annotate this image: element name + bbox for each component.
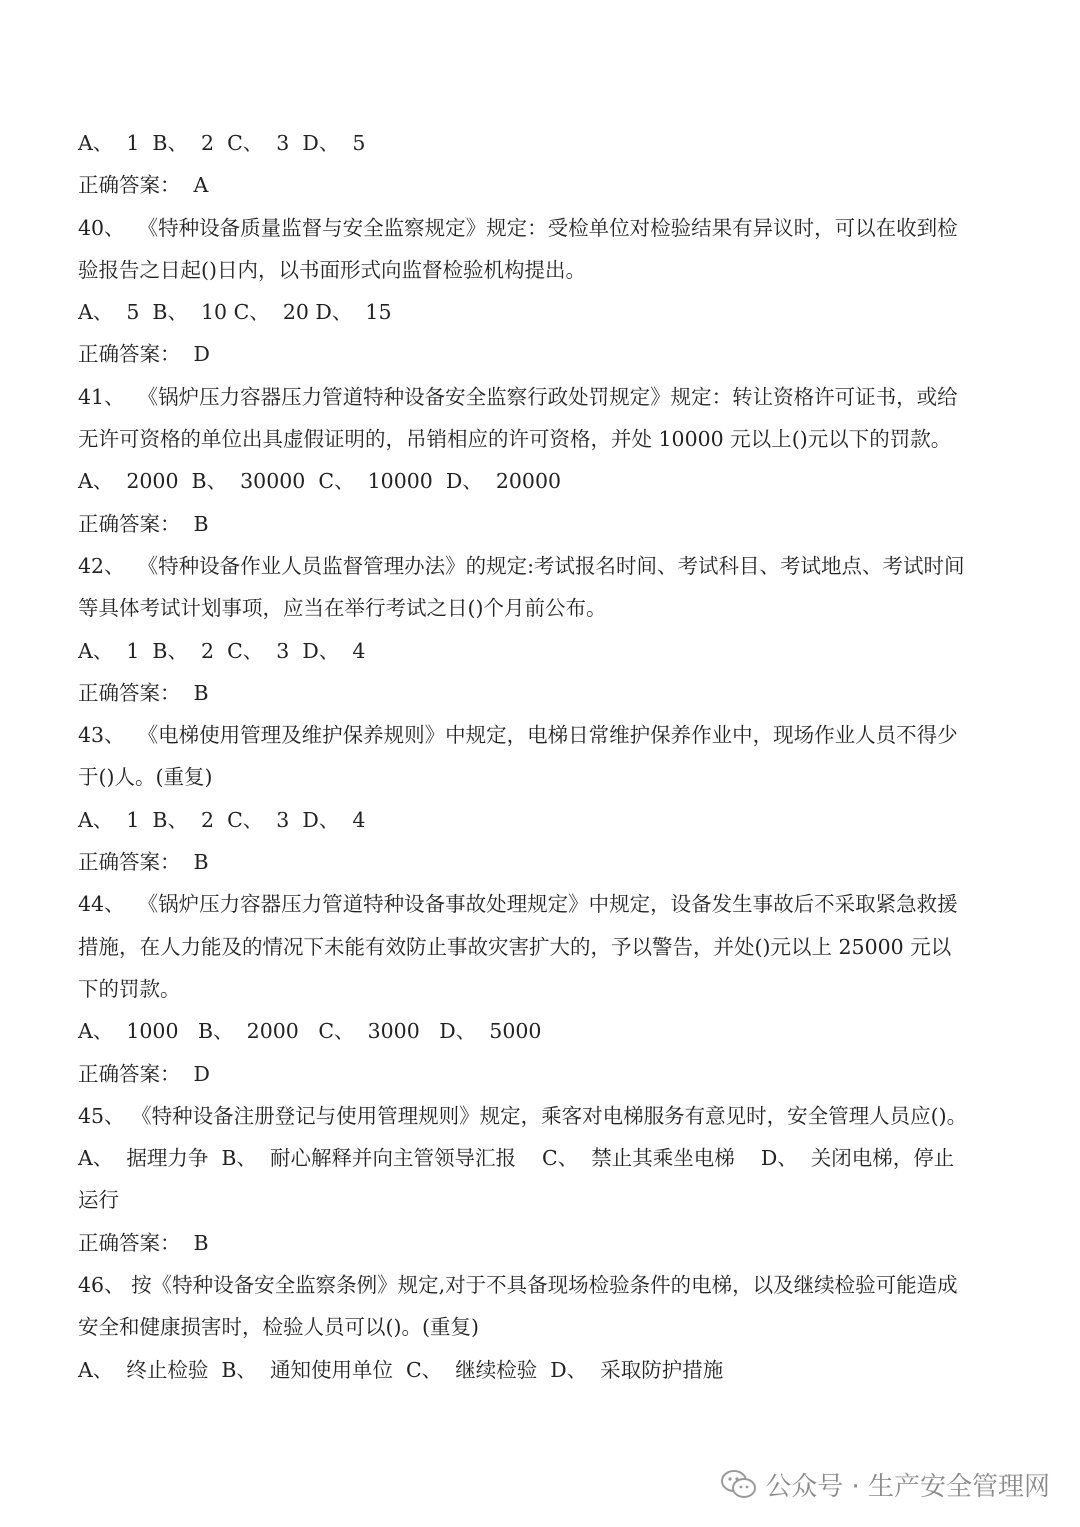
- text-line: A、 5 B、 10 C、 20 D、 15: [78, 300, 392, 325]
- text-line: 40、 《特种设备质量监督与安全监察规定》规定：受检单位对检验结果有异议时，可以在收到检: [78, 215, 958, 240]
- text-line: 41、 《锅炉压力容器压力管道特种设备安全监察行政处罚规定》规定：转让资格许可证书，或给: [78, 384, 958, 409]
- text-line: 46、 按《特种设备安全监察条例》规定,对于不具备现场检验条件的电梯，以及继续检验可能造成: [78, 1273, 958, 1298]
- text-line: 无许可资格的单位出具虚假证明的，吊销相应的许可资格，并处 10000 元以上()元以下的罚款。: [78, 427, 952, 452]
- wechat-icon: [721, 1469, 757, 1501]
- document-body: [78, 122, 1008, 1391]
- watermark: [721, 1466, 1050, 1503]
- text-line: 于()人。(重复): [78, 765, 213, 790]
- text-line: 正确答案： B: [78, 1230, 209, 1255]
- text-line: 等具体考试计划事项，应当在举行考试之日()个月前公布。: [78, 596, 607, 621]
- text-line: A、 2000 B、 30000 C、 10000 D、 20000: [78, 469, 562, 494]
- text-line: 43、 《电梯使用管理及维护保养规则》中规定，电梯日常维护保养作业中，现场作业人员不得少: [78, 723, 958, 748]
- text-line: 正确答案： D: [78, 1061, 210, 1086]
- watermark-text: 公众号 · 生产安全管理网: [765, 1472, 1050, 1502]
- text-line: 下的罚款。: [78, 976, 181, 1001]
- text-line: 正确答案： A: [78, 173, 209, 198]
- text-line: A、 终止检验 B、 通知使用单位 C、 继续检验 D、 采取防护措施: [78, 1357, 724, 1382]
- text-line: 正确答案： B: [78, 511, 209, 536]
- text-line: A、 据理力争 B、 耐心解释并向主管领导汇报 C、 禁止其乘坐电梯 D、 关闭电梯，停止: [78, 1146, 955, 1171]
- text-line: A、 1000 B、 2000 C、 3000 D、 5000: [78, 1019, 542, 1044]
- text-line: 正确答案： B: [78, 850, 209, 875]
- text-line: A、 1 B、 2 C、 3 D、 4: [78, 807, 366, 832]
- text-line: 验报告之日起()日内，以书面形式向监督检验机构提出。: [78, 257, 586, 282]
- text-line: 措施，在人力能及的情况下未能有效防止事故灾害扩大的，予以警告，并处()元以上 25000 元以: [78, 934, 952, 959]
- text-line: 正确答案： D: [78, 342, 210, 367]
- text-line: A、 1 B、 2 C、 3 D、 5: [78, 131, 366, 155]
- text-line: 正确答案： B: [78, 680, 209, 705]
- text-line: 45、 《特种设备注册登记与使用管理规则》规定，乘客对电梯服务有意见时，安全管理人员应()。: [78, 1103, 968, 1128]
- text-line: 44、 《锅炉压力容器压力管道特种设备事故处理规定》中规定，设备发生事故后不采取紧急救援: [78, 892, 958, 917]
- text-line: 42、 《特种设备作业人员监督管理办法》的规定:考试报名时间、考试科目、考试地点、考试时间: [78, 553, 965, 578]
- text-line: 运行: [78, 1188, 119, 1213]
- text-line: A、 1 B、 2 C、 3 D、 4: [78, 638, 366, 663]
- text-line: 安全和健康损害时，检验人员可以()。(重复): [78, 1315, 479, 1340]
